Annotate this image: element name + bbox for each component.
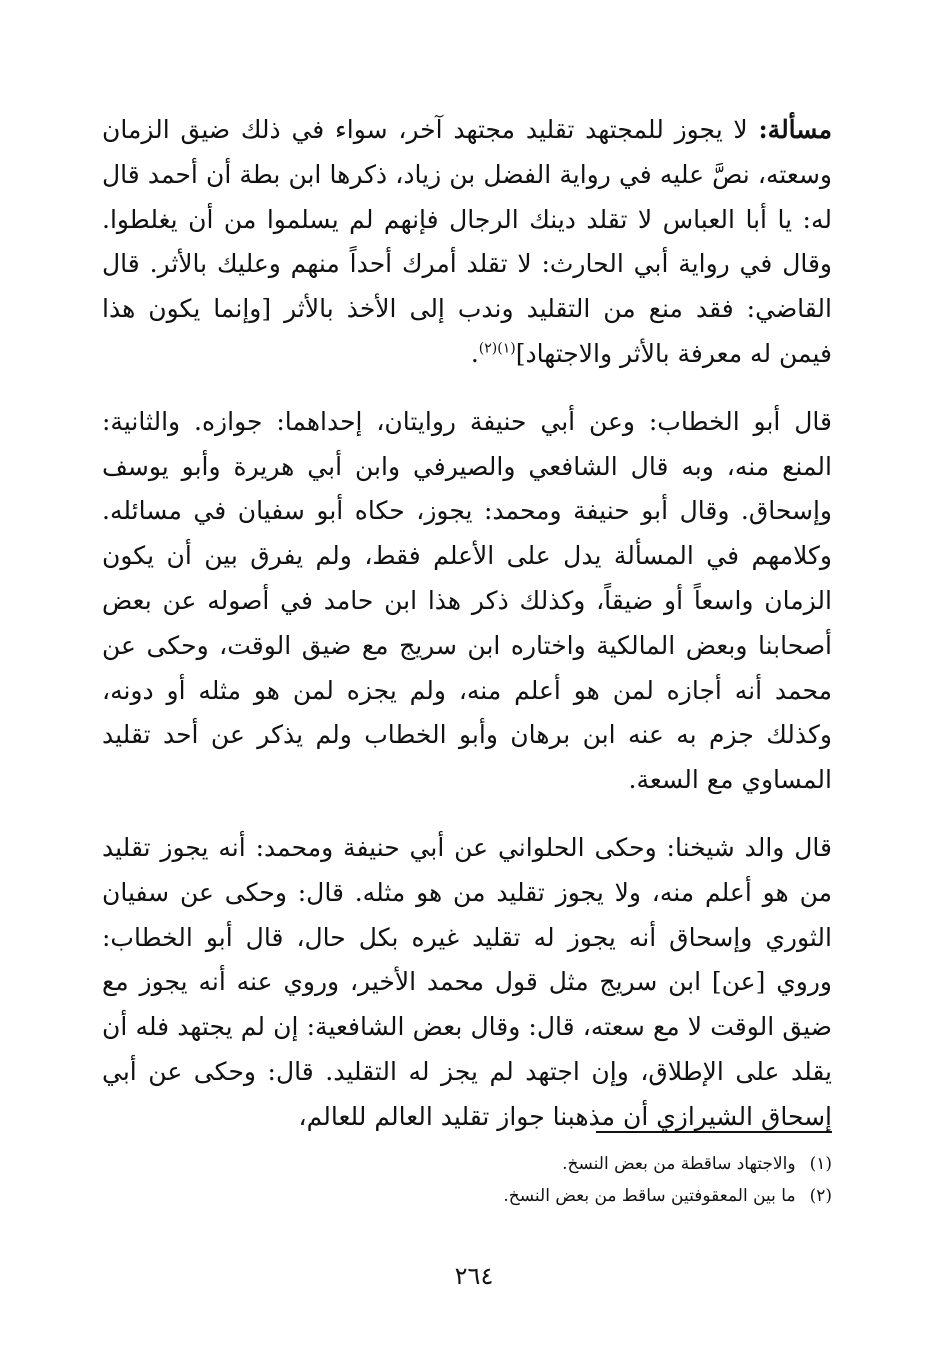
paragraph-3: قال والد شيخنا: وحكى الحلواني عن أبي حنيفة ومحمد: أنه يجوز تقليد من هو أعلم منه، ولا يجوز تقليد من هو مثله. قال: وحكى عن سفيان الثوري وإسحاق أنه يجوز له تقليد غيره بكل حال، قال أبو الخطاب: وروي [عن] ابن سريج مثل قول محمد الأخير، وروي عنه أنه يجوز مع ضيق الوقت لا مع سعته، قال: وقال بعض الشافعية: إن لم يجتهد فله أن يقلد على الإطلاق، وإن اجتهد لم يجز له التقليد. قال: وحكى عن أبي إسحاق الشيرازي أن مذهبنا جواز تقليد العالم للعالم،: [102, 832, 832, 1131]
footnote-1: [300, 1148, 832, 1180]
footnote-2: [300, 1180, 832, 1212]
footnote-2-text: ما بين المعقوفتين ساقط من بعض النسخ.: [503, 1186, 796, 1206]
paragraph-2: قال أبو الخطاب: وعن أبي حنيفة روايتان، إحداهما: جوازه. والثانية: المنع منه، وبه قال الشافعي والصيرفي وابن أبي هريرة وأبو يوسف وإسحاق. وقال أبو حنيفة ومحمد: يجوز، حكاه أبو سفيان في مسائله. وكلامهم في المسألة يدل على الأعلم فقط، ولم يفرق بين أن يكون الزمان واسعاً أو ضيقاً، وكذلك ذكر هذا ابن حامد في أصوله عن بعض أصحابنا وبعض المالكية واختاره ابن سريج مع ضيق الوقت، وحكى عن محمد أنه أجازه لمن هو أعلم منه، ولم يجزه لمن هو مثله أو دونه، وكذلك جزم به عنه ابن برهان وأبو الخطاب ولم يذكر عن أحد تقليد المساوي مع السعة.: [102, 406, 832, 795]
footnote-refs: (١)(٢): [478, 340, 516, 357]
issue-heading: مسألة:: [758, 115, 832, 144]
footnote-2-number: (٢): [809, 1186, 832, 1206]
paragraph-1-tail: .: [470, 338, 479, 368]
footnotes: [300, 1148, 832, 1212]
page-number: ٢٦٤: [454, 1262, 494, 1290]
main-text: [102, 108, 832, 1140]
paragraph-1-text: لا يجوز للمجتهد تقليد مجتهد آخر، سواء في ذلك ضيق الزمان وسعته، نصَّ عليه في رواية الفضل بن زياد، ذكرها ابن بطة أن أحمد قال له: يا أبا العباس لا تقلد دينك الرجال فإنهم لم يسلموا من أن يغلطوا. وقال في رواية أبي الحارث: لا تقلد أمرك أحداً منهم وعليك بالأثر. قال القاضي: فقد منع من التقليد وندب إلى الأخذ بالأثر [وإنما يكون هذا فيمن له معرفة بالأثر والاجتهاد]: [102, 115, 832, 368]
footnote-1-number: (١): [809, 1154, 832, 1174]
paragraph-1: [102, 108, 832, 377]
footnote-1-text: والاجتهاد ساقطة من بعض النسخ.: [562, 1154, 796, 1174]
footnote-divider: [596, 1131, 832, 1133]
